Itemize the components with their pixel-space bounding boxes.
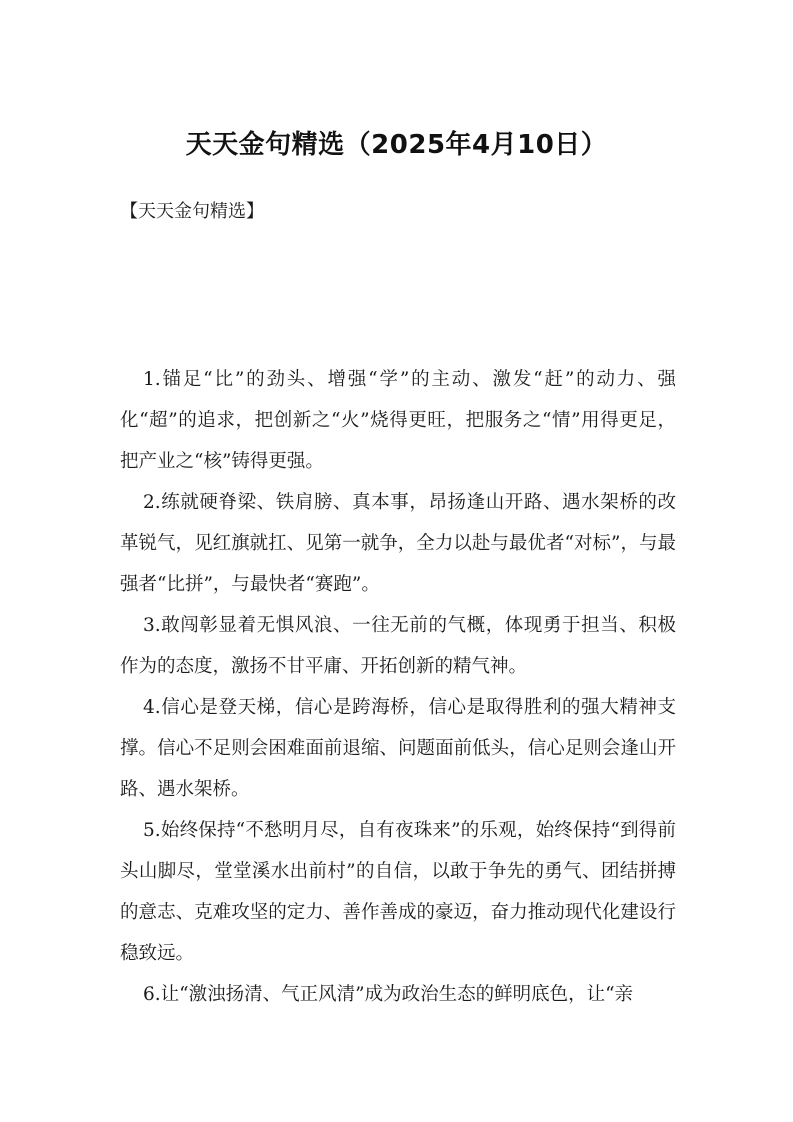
paragraph-1: 1.锚足“比”的劲头、增强“学”的主动、激发“赶”的动力、强化“超”的追求，把创新之“火”烧得更旺，把服务之“情”用得更足，把产业之“核”铸得更强。 — [120, 369, 676, 472]
paragraph-3: 3.敢闯彰显着无惧风浪、一往无前的气概，体现勇于担当、积极作为的态度，激扬不甘平庸、开拓创新的精气神。 — [120, 615, 676, 677]
paragraph-2: 2.练就硬脊梁、铁肩膀、真本事，昂扬逢山开路、遇水架桥的改革锐气，见红旗就扛、见第一就争，全力以赴与最优者“对标”，与最强者“比拼”，与最快者“赛跑”。 — [120, 492, 676, 595]
paragraph-5: 5.始终保持“不愁明月尽，自有夜珠来”的乐观，始终保持“到得前头山脚尽，堂堂溪水出前村”的自信，以敢于争先的勇气、团结拼搏的意志、克难攻坚的定力、善作善成的豪迈，奋力推动现代化建设行稳致远。 — [120, 820, 676, 964]
page-title: 天天金句精选（2025年4月10日） — [185, 130, 608, 160]
paragraph-6: 6.让“激浊扬清、气正风清”成为政治生态的鲜明底色，让“亲 — [143, 984, 634, 1005]
paragraph-4: 4.信心是登天梯，信心是跨海桥，信心是取得胜利的强大精神支撑。信心不足则会困难面前退缩、问题面前低头，信心足则会逢山开路、遇水架桥。 — [120, 697, 676, 800]
section-label: 【天天金句精选】 — [120, 201, 264, 222]
document-body — [120, 359, 676, 1015]
